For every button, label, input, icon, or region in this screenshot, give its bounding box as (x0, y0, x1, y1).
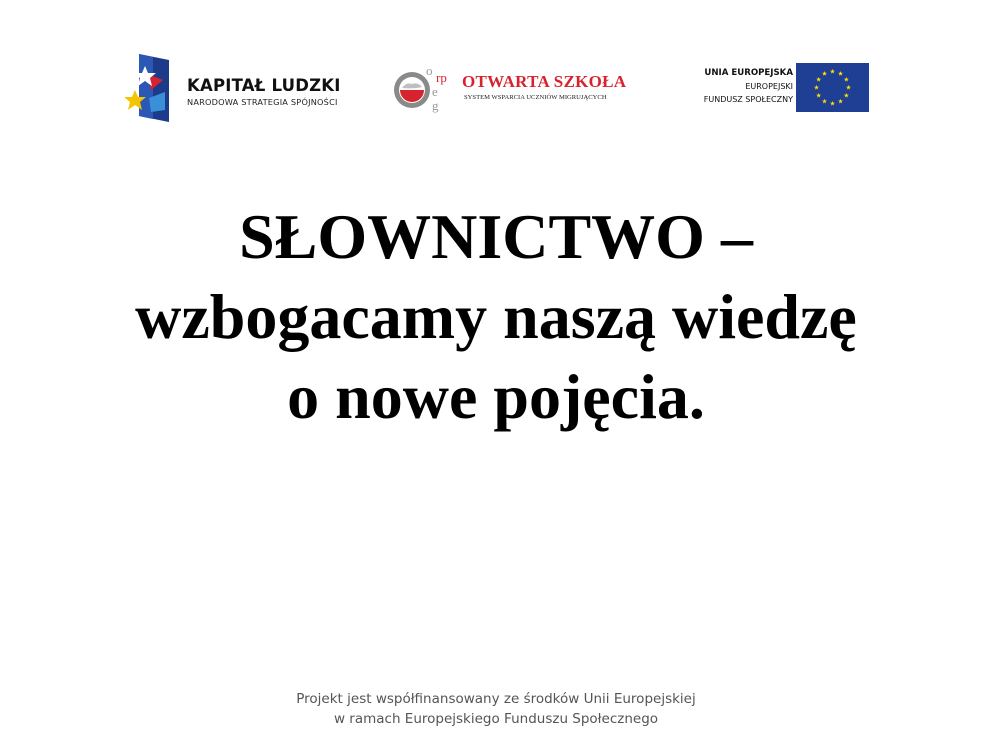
eu-line-2: FUNDUSZ SPOŁECZNY (703, 95, 793, 104)
kapital-ludzki-emblem-icon (125, 52, 171, 124)
svg-text:rp: rp (436, 70, 447, 85)
eu-flag-icon (796, 63, 869, 112)
otwarta-szkola-subtitle: SYSTEM WSPARCIA UCZNIÓW MIGRUJĄCYCH (464, 94, 607, 101)
footer-line-2: w ramach Europejskiego Funduszu Społecznego (333, 711, 659, 727)
svg-text:g: g (432, 98, 439, 113)
svg-text:e: e (432, 84, 438, 99)
eu-text-block (704, 67, 793, 106)
kapital-ludzki-logo (125, 52, 365, 126)
kapital-ludzki-title: KAPITAŁ LUDZKI (187, 76, 341, 95)
slide-title (0, 197, 992, 437)
slide-title-line-2: wzbogacamy naszą wiedzę (135, 281, 857, 352)
eu-logo (675, 62, 875, 114)
otwarta-szkola-emblem-icon (392, 60, 458, 116)
slide-title-line-3: o nowe pojęcia. (287, 361, 705, 432)
otwarta-szkola-title: OTWARTA SZKOŁA (462, 72, 627, 91)
eu-line-1: EUROPEJSKI (745, 82, 793, 91)
kapital-ludzki-subtitle: NARODOWA STRATEGIA SPÓJNOŚCI (187, 97, 338, 107)
funding-footer (0, 689, 992, 729)
slide-title-line-1: SŁOWNICTWO – (239, 201, 753, 272)
svg-text:o: o (426, 63, 433, 78)
footer-line-1: Projekt jest współfinansowany ze środków Unii Europejskiej (296, 691, 696, 707)
otwarta-szkola-logo (392, 60, 642, 120)
eu-title: UNIA EUROPEJSKA (704, 68, 793, 78)
